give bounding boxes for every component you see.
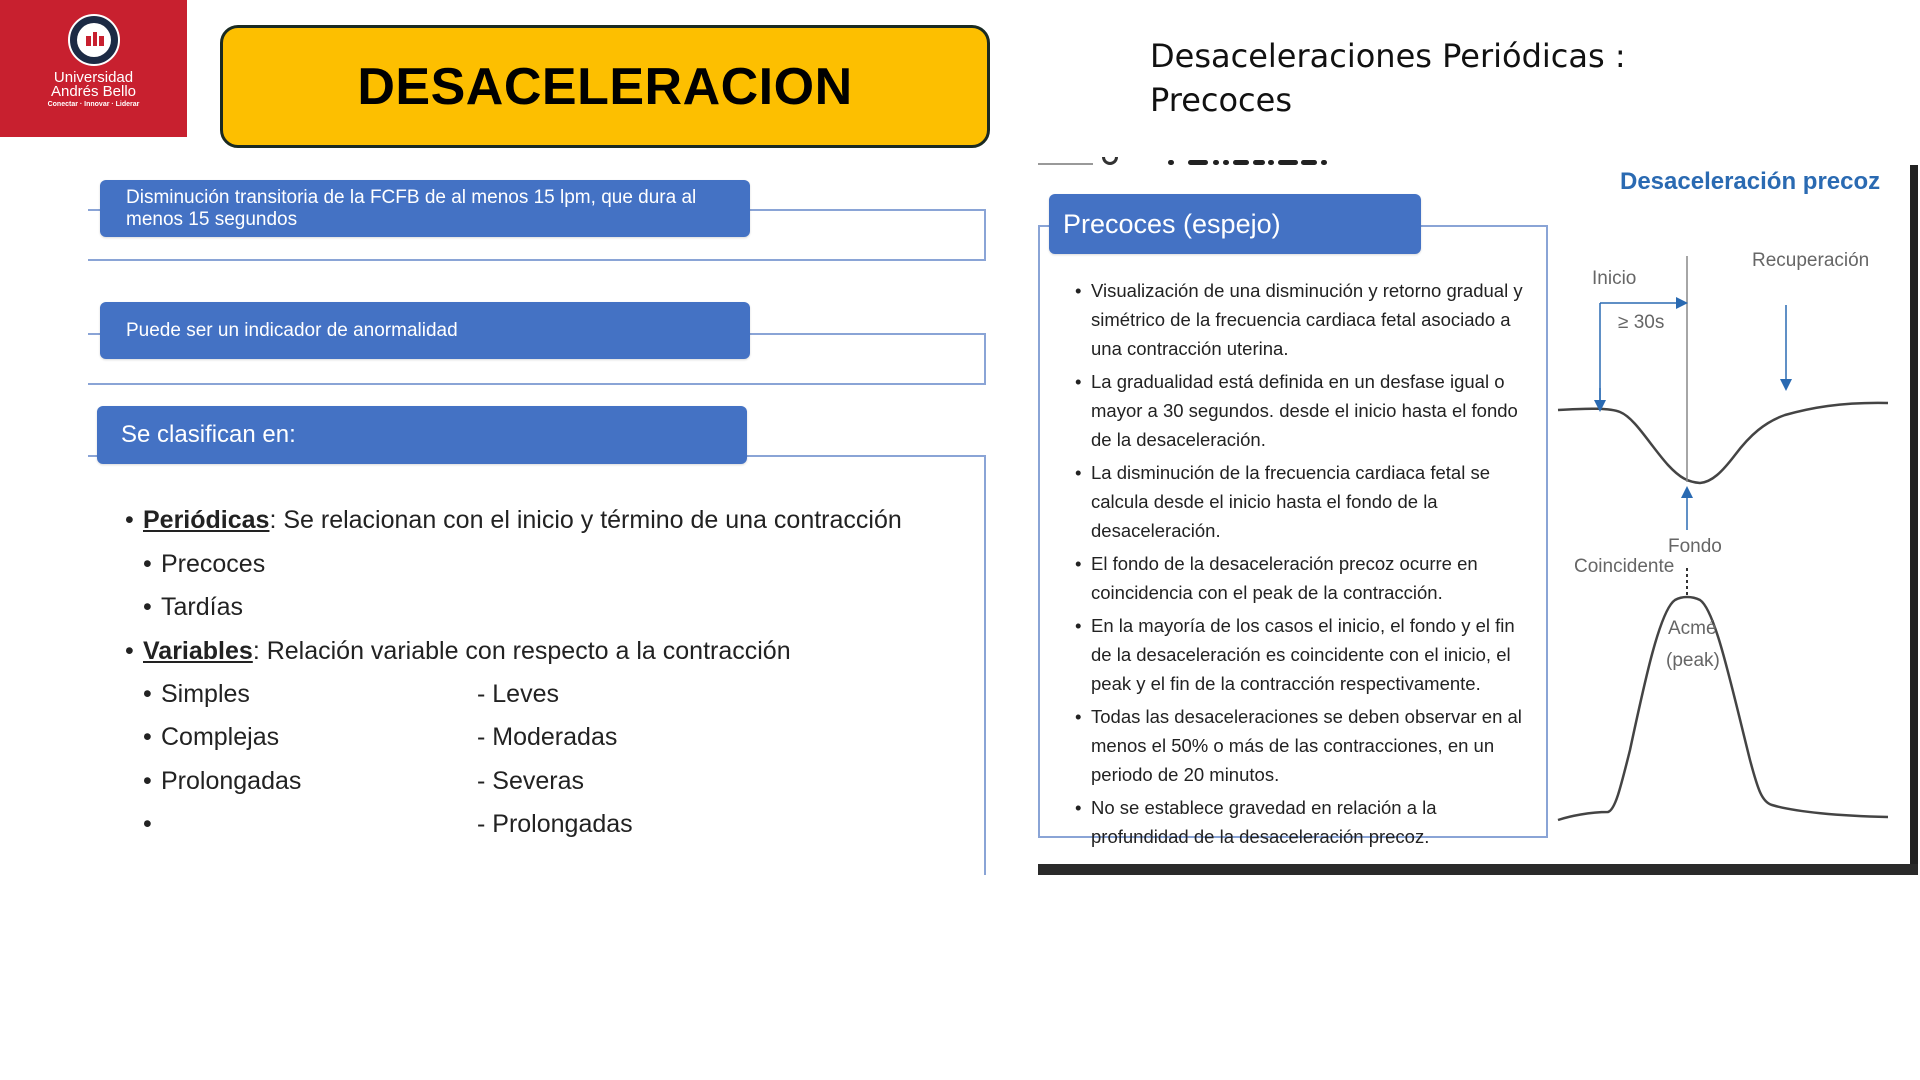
connector-line [747,455,986,457]
connector-line [984,455,986,875]
list-item: • Prolongadas [143,767,302,795]
list-item: • Precoces [143,550,266,578]
connector-line [750,209,986,211]
diagram-title: Desaceleración precoz [1620,168,1881,195]
list-item-variables: • Variables: Relación variable con respecto a la contracción [125,637,791,665]
slide-title-box [220,25,990,148]
indicator-text: Puede ser un indicador de anormalidad [126,319,458,341]
bullet-item: • La gradualidad está definida en un desfase igual o mayor a 30 segundos. desde el inicio hasta el fondo de la desaceleración. [1075,367,1535,454]
logo-name-line2: Andrés Bello [50,83,137,100]
variables-description: : Relación variable con respecto a la contracción [252,637,791,665]
label-peak: (peak) [1666,650,1720,671]
classification-header-box [97,406,747,464]
bullet-item: • No se establece gravedad en relación a la profundidad de la desaceleración precoz. [1075,793,1535,851]
label-interval: ≥ 30s [1618,312,1665,333]
slide-title: DESACELERACION [357,57,853,116]
logo-motto: Conectar · Innovar · Liderar [47,101,140,108]
severity-item: - Prolongadas [477,810,633,838]
label-fondo: Fondo [1668,536,1722,557]
connector-line [984,333,986,385]
subtitle-line2: Precoces [1150,81,1292,119]
university-logo [0,0,187,137]
early-deceleration-diagram [1550,160,1910,860]
bullet-item: • En la mayoría de los casos el inicio, el fondo y el fin de la desaceleración es coincidente con el inicio, el peak y el fin de la contracción respectivamente. [1075,611,1535,698]
label-coincidente: Coincidente [1574,556,1675,577]
precoces-header-text: Precoces (espejo) [1063,208,1281,239]
slide-subtitle [1150,34,1626,122]
definition-box [100,180,750,237]
logo-name-line1: Universidad [53,69,134,86]
label-acme: Acmé [1668,618,1717,639]
image-frame-edge [1910,165,1918,875]
subtitle-line1: Desaceleraciones Periódicas : [1150,37,1626,75]
list-item: • Simples [143,680,250,708]
connector-line [88,383,986,385]
periodicas-description: : Se relacionan con el inicio y término de una contracción [269,506,902,534]
classification-header-text: Se clasifican en: [121,421,296,448]
connector-line [88,259,986,261]
bullet-item: • La disminución de la frecuencia cardiaca fetal se calcula desde el inicio hasta el fondo de la desaceleración. [1075,458,1535,545]
precoces-header-box [1049,194,1421,254]
label-recuperacion: Recuperación [1752,250,1870,271]
connector-line [984,209,986,261]
severity-item: - Moderadas [477,723,618,751]
severity-item: - Leves [477,680,559,708]
list-item-periodicas: • Periódicas: Se relacionan con el inicio y término de una contracción [125,506,902,534]
label-inicio: Inicio [1592,268,1637,289]
university-emblem-icon [68,14,120,66]
list-item: • [143,810,152,838]
connector-line [750,333,986,335]
connector-line [1400,225,1548,227]
bullet-item: • Todas las desaceleraciones se deben observar en al menos el 50% o más de las contracciones, en un periodo de 20 minutos. [1075,702,1535,789]
indicator-box [100,302,750,359]
periodicas-label: Periódicas [143,506,270,534]
bullet-item: • El fondo de la desaceleración precoz ocurre en coincidencia con el peak de la contracción. [1075,549,1535,607]
precoces-bullet-list [1075,276,1535,855]
bullet-item: • Visualización de una disminución y retorno gradual y simétrico de la frecuencia cardiaca fetal asociado a una contracción uterina. [1075,276,1535,363]
cropped-heading-fragment [1038,155,1368,171]
list-item: • Tardías [143,593,243,621]
variables-label: Variables [143,637,253,665]
connector-line [88,209,100,211]
image-frame-bottom [1038,864,1918,875]
connector-line [88,333,100,335]
definition-text: Disminución transitoria de la FCFB de al menos 15 lpm, que dura al menos 15 segundos [126,186,697,230]
severity-item: - Severas [477,767,584,795]
list-item: • Complejas [143,723,280,751]
